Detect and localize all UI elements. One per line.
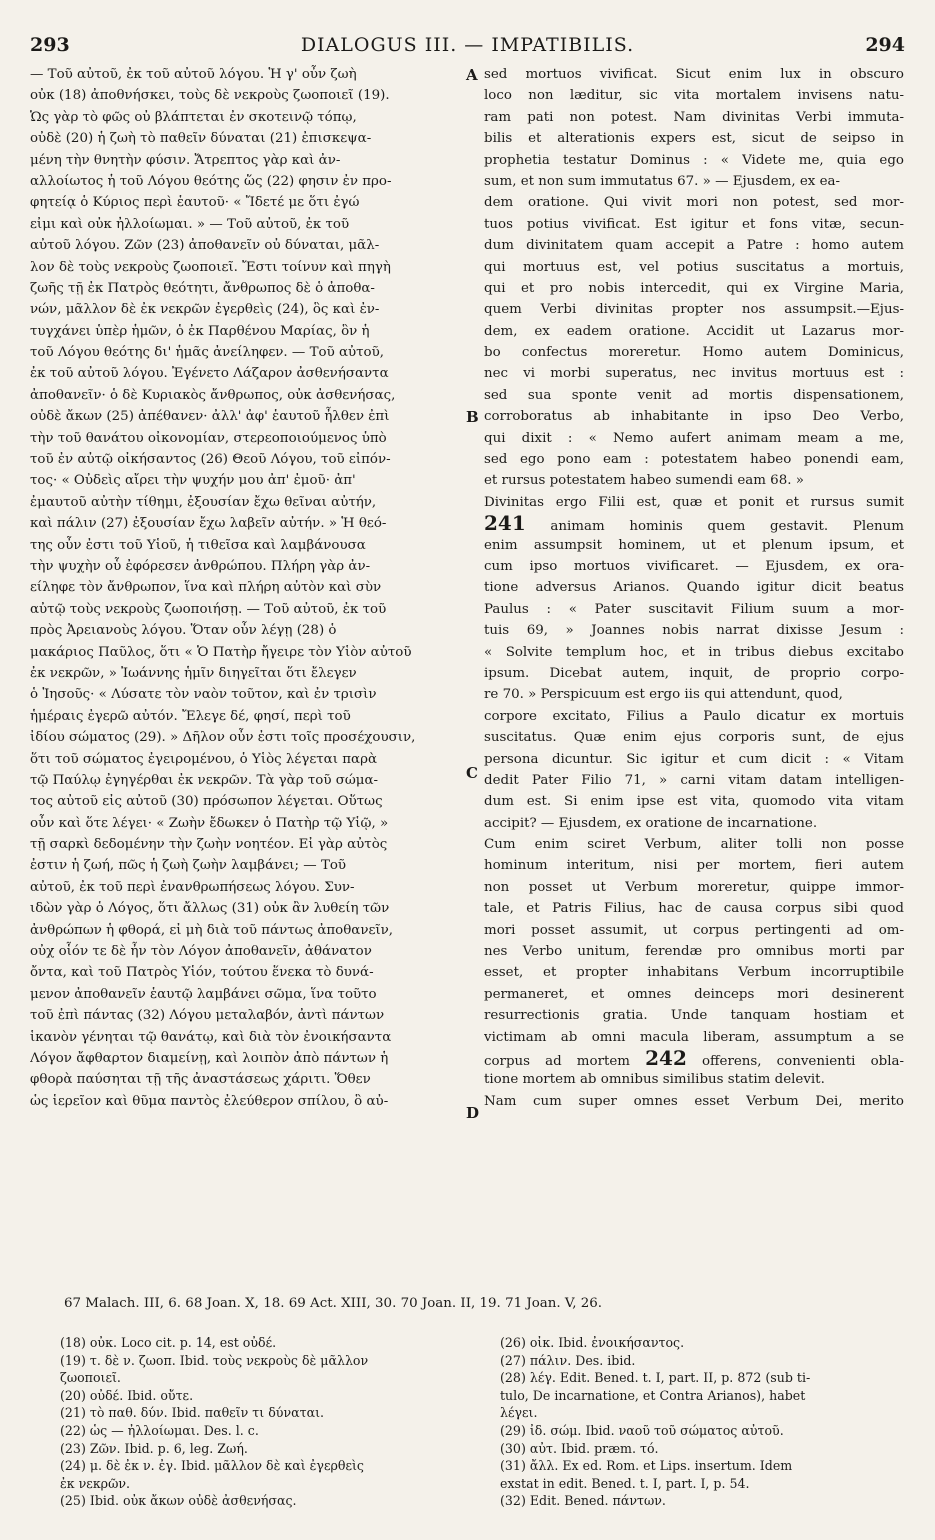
greek-text-line: ὄντα, καὶ τοῦ Πατρὸς Υἱόν, τούτου ἕνεκα τὸ δυνά- — [30, 965, 374, 981]
footnotes-right — [500, 1334, 910, 1510]
latin-text-line: nes Verbo unitum, ferendæ pro omnibus morti par — [484, 944, 904, 960]
greek-text-line: φητείᾳ ὁ Κύριος περὶ ἑαυτοῦ· « Ἴδετέ με ὅτι ἐγώ — [30, 195, 360, 211]
greek-text-line: οὐκ (18) ἀποθνήσκει, τοὺς δὲ νεκροὺς ζωοποιεῖ (19). — [30, 88, 390, 104]
latin-text-line: bo confectus moreretur. Homo autem Dominicus, — [484, 345, 904, 361]
latin-text-line: dem oratione. Qui vivit mori non potest, sed mor- — [484, 195, 904, 211]
latin-text-line: sed sua sponte venit ad mortis dispensationem, — [484, 387, 904, 403]
latin-text-line: ram pati non potest. Nam divinitas Verbi immuta- — [484, 109, 904, 125]
margin-letter-b: B — [466, 408, 479, 426]
latin-text-line: dum est. Si enim ipse est vita, quomodo vita vitam — [484, 794, 904, 810]
greek-text-line: φθορὰ παύσηται τῇ τῆς ἀναστάσεως χάριτι. Ὅθεν — [30, 1072, 371, 1088]
greek-text-line: αὐτοῦ λόγου. Ζῶν (23) ἀποθανεῖν οὐ δύναται, μᾶλ- — [30, 238, 380, 254]
latin-text-line: victimam ab omni macula liberam, assumptum a se — [484, 1029, 904, 1045]
latin-text-line: permaneret, et omnes deinceps mori desinerent — [484, 986, 904, 1002]
latin-text-line: non posset ut Verbum moreretur, quippe immor- — [484, 879, 904, 895]
greek-text-line: οὐχ οἷόν τε δὲ ἦν τὸν Λόγον ἀποθανεῖν, ἀθάνατον — [30, 944, 372, 960]
greek-text-line: μακάριος Παῦλος, ὅτι « Ὁ Πατὴρ ἤγειρε τὸν Υἱὸν αὐτοῦ — [30, 644, 412, 660]
greek-text-line: ὁ Ἰησοῦς· « Λύσατε τὸν ναὸν τοῦτον, καὶ ἐν τρισὶν — [30, 687, 377, 703]
greek-text-line: τῇ σαρκὶ δεδομένην τὴν ζωὴν νοητέον. Εἰ γὰρ αὐτὸς — [30, 837, 388, 853]
latin-text-span: animam hominis quem gestavit. Plenum — [550, 519, 904, 535]
greek-text-line: λον δὲ τοὺς νεκροὺς ζωοποιεῖ. Ἔστι τοίνυν καὶ πηγὴ — [30, 259, 391, 275]
running-title: DIALOGUS III. — IMPATIBILIS. — [300, 34, 635, 56]
greek-text-line: πρὸς Ἀρειανοὺς λόγου. Ὅταν οὖν λέγῃ (28) ὁ — [30, 623, 337, 639]
latin-text-line: accipit? — Ejusdem, ex oratione de incarnatione. — [484, 815, 818, 831]
latin-column — [484, 64, 904, 1112]
latin-text-line: qui et pro nobis intercedit, qui ex Virgine Maria, — [484, 280, 904, 296]
inline-page-number: 241 — [484, 513, 526, 535]
page-number-right: 294 — [865, 34, 905, 56]
footnote-line: exstat in edit. Bened. t. I, part. I, p. 54. — [500, 1475, 750, 1491]
footnote-line: (27) πάλιν. Des. ibid. — [500, 1352, 636, 1368]
footnote-line: (18) οὐκ. Loco cit. p. 14, est οὐδέ. — [60, 1335, 277, 1350]
greek-text-line: μενον ἀποθανεῖν ἑαυτῷ λαμβάνει σῶμα, ἵνα τοῦτο — [30, 986, 377, 1002]
greek-text-line: τοῦ ἐν αὐτῷ οἰκήσαντος (26) Θεοῦ Λόγου, τοῦ εἰπόν- — [30, 452, 391, 468]
footnote-line: (20) οὐδέ. Ibid. οὔτε. — [60, 1387, 194, 1403]
page-number-left: 293 — [30, 34, 70, 56]
latin-text-line: ipsum. Dicebat autem, inquit, de proprio corpo- — [484, 665, 904, 681]
latin-text-line: et rursus potestatem habeo sumendi eam 68. » — [484, 473, 804, 489]
greek-text-line: ἐμαυτοῦ αὐτὴν τίθημι, ἐξουσίαν ἔχω θεῖναι αὐτήν, — [30, 494, 377, 510]
footnote-line: (26) οἰκ. Ibid. ἐνοικήσαντος. — [500, 1335, 685, 1350]
footnote-line: λέγει. — [500, 1405, 538, 1421]
margin-letter-c: C — [466, 764, 478, 782]
latin-text-line: resurrectionis gratia. Unde tanquam hostiam et — [484, 1008, 904, 1024]
greek-text-line: τοῦ ἐπὶ πάντας (32) Λόγου μεταλαβόν, ἀντὶ πάντων — [30, 1008, 385, 1024]
footnote-line: (29) ἰδ. σώμ. Ibid. ναοῦ τοῦ σώματος αὐτοῦ. — [500, 1422, 784, 1438]
footnote-line: (24) μ. δὲ ἐκ ν. ἐγ. Ibid. μᾶλλον δὲ καὶ ἐγερθεὶς — [60, 1458, 364, 1474]
latin-text-line: cum ipso mortuos vivificaret. — Ejusdem, ex ora- — [484, 558, 904, 574]
latin-text-line: qui mortuus est, vel potius suscitatus a mortuis, — [484, 259, 904, 275]
latin-text-line: Divinitas ergo Filii est, quæ et ponit et rursus sumit — [484, 494, 904, 510]
greek-text-line: τυγχάνει ὑπὲρ ἡμῶν, ὁ ἐκ Παρθένου Μαρίας, ὃν ἡ — [30, 323, 370, 339]
greek-text-line: τὴν τοῦ θανάτου οἰκονομίαν, στερεοποιούμενος ὑπὸ — [30, 430, 387, 446]
latin-text-line: sum, et non sum immutatus 67. » — Ejusdem, ex ea- — [484, 173, 841, 189]
greek-text-line: ὡς ἱερεῖον καὶ θῦμα παντὸς ἐλεύθερον σπίλου, ὃ αὐ- — [30, 1093, 389, 1109]
latin-text-line: re 70. » Perspicuum est ergo iis qui attendunt, quod, — [484, 687, 843, 703]
greek-text-line: ἡμέραις ἐγερῶ αὐτόν. Ἔλεγε δέ, φησί, περὶ τοῦ — [30, 708, 351, 724]
latin-text-line: sed mortuos vivificat. Sicut enim lux in obscuro — [484, 67, 904, 82]
greek-text-line: ὅτι τοῦ σώματος ἐγειρομένου, ὁ Υἱὸς λέγεται παρὰ — [30, 751, 377, 767]
latin-text-line: qui dixit : « Nemo aufert animam meam a me, — [484, 430, 904, 446]
latin-text-line: corpore excitato, Filius a Paulo dicatur ex mortuis — [484, 708, 904, 724]
latin-text-line: « Solvite templum hoc, et in tribus diebus excitabo — [484, 644, 904, 660]
latin-text-line: sed ego pono eam : potestatem habeo ponendi eam, — [484, 452, 904, 468]
footnote-line: ζωοποιεῖ. — [60, 1370, 121, 1386]
page-header — [30, 34, 905, 56]
margin-letter-a: A — [466, 66, 478, 84]
footnote-line: (23) Ζῶν. Ibid. p. 6, leg. Ζωή. — [60, 1440, 248, 1456]
greek-text-line: τὴν ψυχὴν οὗ ἐφόρεσεν ἀνθρώπου. Πλήρη γὰρ ἀν- — [30, 558, 371, 574]
greek-text-line: τος αὐτοῦ εἰς αὐτοῦ (30) πρόσωπον λέγεται. Οὕτως — [30, 794, 383, 810]
footnote-line: (25) Ibid. οὐκ ἄκων οὐδὲ ἀσθενήσας. — [60, 1493, 297, 1509]
footnote-line: (30) αὐτ. Ibid. præm. τό. — [500, 1440, 659, 1456]
latin-text-span: corpus ad mortem — [484, 1053, 630, 1069]
greek-text-line: αλλοίωτος ἡ τοῦ Λόγου θεότης ὥς (22) φησιν ἐν προ- — [30, 173, 392, 189]
greek-text-line: ἀποθανεῖν· ὁ δὲ Κυριακὸς ἄνθρωπος, οὐκ ἀσθενήσας, — [30, 387, 396, 403]
greek-text-line: ἐκ τοῦ αὐτοῦ λόγου. Ἐγένετο Λάζαρον ἀσθενήσαντα — [30, 366, 389, 382]
latin-text-line: tuis 69, » Joannes nobis narrat dixisse Jesum : — [484, 623, 904, 639]
latin-text-line: dem, ex eadem oratione. Accidit ut Lazarus mor- — [484, 323, 904, 339]
greek-text-line: καὶ πάλιν (27) ἐξουσίαν ἔχω λαβεῖν αὐτήν. » Ἡ θεό- — [30, 516, 387, 532]
footnotes-left — [60, 1334, 480, 1510]
latin-text-line: suscitatus. Quæ enim ejus corporis sunt, de ejus — [484, 730, 904, 746]
greek-text-line: ιδὼν γὰρ ὁ Λόγος, ὅτι ἄλλως (31) οὐκ ἂν λυθείη τῶν — [30, 901, 390, 917]
greek-text-line: αὐτῷ τοὺς νεκροὺς ζωοποιήσῃ. — Τοῦ αὐτοῦ, ἐκ τοῦ — [30, 601, 387, 617]
greek-text-line: μένη τὴν θνητὴν φύσιν. Ἄτρεπτος γὰρ καὶ ἀν- — [30, 152, 341, 168]
greek-text-line: οὐδὲ (20) ἡ ζωὴ τὸ παθεῖν δύναται (21) ἐπισκεψα- — [30, 131, 372, 147]
footnote-line: (31) ἄλλ. Ex ed. Rom. et Lips. insertum. Idem — [500, 1458, 793, 1474]
latin-text-line: Paulus : « Pater suscitavit Filium suum a mor- — [484, 601, 904, 617]
latin-text-line: loco non læditur, sic vita mortalem invisens natu- — [484, 88, 904, 104]
margin-letter-d: D — [466, 1104, 480, 1122]
latin-text-line: nec vi morbi superatus, nec invitus mortuus est : — [484, 366, 904, 382]
footnote-line: tulo, De incarnatione, et Contra Arianos), habet — [500, 1387, 806, 1403]
greek-text-line: Λόγον ἄφθαρτον διαμείνῃ, καὶ λοιπὸν ἀπὸ πάντων ἡ — [30, 1050, 389, 1066]
greek-text-line: ἐστιν ἡ ζωή, πῶς ἡ ζωὴ ζωὴν λαμβάνει; — Τοῦ — [30, 858, 347, 874]
latin-text-line — [484, 513, 904, 534]
latin-text-line: hominum interitum, nisi per mortem, fieri autem — [484, 858, 904, 874]
footnote-line: (21) τὸ παθ. δύν. Ibid. παθεῖν τι δύναται. — [60, 1405, 325, 1421]
greek-text-line: τος· « Οὐδεὶς αἴρει τὴν ψυχήν μου ἀπ' ἐμοῦ· ἀπ' — [30, 473, 356, 489]
latin-text-line — [484, 1048, 904, 1069]
latin-text-line: bilis et alterationis expers est, sicut de seipso in — [484, 131, 904, 147]
latin-text-line: quem Verbi divinitas propter nos assumpsit.—Ejus- — [484, 302, 904, 318]
latin-text-line: enim assumpsit hominem, ut et plenum ipsum, et — [484, 537, 904, 553]
latin-text-line: tione mortem ab omnibus similibus statim delevit. — [484, 1072, 825, 1088]
greek-text-line: τῷ Παύλῳ ἐγηγέρθαι ἐκ νεκρῶν. Τὰ γὰρ τοῦ σώμα- — [30, 772, 379, 788]
greek-text-line: της οὖν ἐστι τοῦ Υἱοῦ, ἡ τιθεῖσα καὶ λαμβάνουσα — [30, 537, 366, 553]
greek-text-line: εἰμι καὶ οὐκ ἠλλοίωμαι. » — Τοῦ αὐτοῦ, ἐκ τοῦ — [30, 216, 350, 232]
footnote-line: (32) Edit. Bened. πάντων. — [500, 1493, 666, 1509]
greek-text-line: είληφε τὸν ἄνθρωπον, ἵνα καὶ πλήρη αὐτὸν καὶ σὺν — [30, 580, 382, 596]
greek-text-line: ἱκανὸν γένηται τῷ θανάτῳ, καὶ διὰ τὸν ἐνοικήσαντα — [30, 1029, 392, 1045]
greek-text-line: οὐδὲ ἄκων (25) ἀπέθανεν· ἀλλ' ἀφ' ἑαυτοῦ ἦλθεν ἐπὶ — [30, 409, 390, 425]
latin-text-line: Cum enim sciret Verbum, aliter tolli non posse — [484, 837, 904, 853]
greek-column — [30, 64, 468, 1112]
latin-text-span: offerens, convenienti obla- — [701, 1053, 904, 1069]
greek-text-line: τοῦ Λόγου θεότης δι' ἡμᾶς ἀνείληφεν. — Τοῦ αὐτοῦ, — [30, 345, 385, 361]
footnote-line: (22) ὡς — ἠλλοίωμαι. Des. l. c. — [60, 1422, 259, 1438]
footnote-line: (28) λέγ. Edit. Bened. t. I, part. II, p. 872 (sub ti- — [500, 1370, 811, 1386]
latin-text-line: dum divinitatem quam accepit a Patre : homo autem — [484, 238, 904, 254]
latin-text-line: prophetia testatur Dominus : « Videte me, quia ego — [484, 152, 904, 168]
latin-text-line: mori posset assumit, ut corpus pertingenti ad om- — [484, 922, 904, 938]
greek-text-line: ζωῆς τῇ ἐκ Πατρὸς θεότητι, ἄνθρωπος δὲ ὁ ἀποθα- — [30, 280, 375, 296]
footnote-line: ἐκ νεκρῶν. — [60, 1475, 131, 1491]
greek-text-line: — Τοῦ αὐτοῦ, ἐκ τοῦ αὐτοῦ λόγου. Ἡ γ' οὖν ζωὴ — [30, 67, 357, 82]
greek-text-line: ἐκ νεκρῶν, » Ἰωάννης ἡμῖν διηγεῖται ὅτι ἔλεγεν — [30, 665, 357, 681]
latin-text-line: Nam cum super omnes esset Verbum Dei, merito — [484, 1093, 904, 1109]
latin-text-line: tuos potius vivificat. Est igitur et fons vitæ, secun- — [484, 216, 904, 232]
scripture-references: 67 Malach. III, 6. 68 Joan. X, 18. 69 Act. XIII, 30. 70 Joan. II, 19. 71 Joan. V, 26. — [64, 1296, 603, 1311]
footnote-line: (19) τ. δὲ ν. ζωοπ. Ibid. τοὺς νεκροὺς δὲ μᾶλλον — [60, 1352, 369, 1368]
greek-text-line: αὐτοῦ, ἐκ τοῦ περὶ ἐνανθρωπήσεως λόγου. Συν- — [30, 879, 355, 895]
greek-text-line: νών, μᾶλλον δὲ ἐκ νεκρῶν ἐγερθεὶς (24), ὃς καὶ ἐν- — [30, 302, 380, 318]
latin-text-line: persona dicuntur. Sic igitur et cum dicit : « Vitam — [484, 751, 904, 767]
latin-text-line: corroboratus ab inhabitante in ipso Deo Verbo, — [484, 409, 904, 425]
greek-text-line: ἀνθρώπων ἡ φθορά, εἰ μὴ διὰ τοῦ πάντως ἀποθανεῖν, — [30, 922, 394, 938]
latin-text-line: esset, et propter inhabitans Verbum incorruptibile — [484, 965, 904, 981]
inline-page-number: 242 — [645, 1047, 687, 1070]
latin-text-line: tione adversus Arianos. Quando igitur dicit beatus — [484, 580, 904, 596]
greek-text-line: Ὡς γὰρ τὸ φῶς οὐ βλάπτεται ἐν σκοτεινῷ τόπῳ, — [30, 109, 357, 125]
latin-text-line: dedit Pater Filio 71, » carni vitam datam intelligen- — [484, 772, 904, 788]
greek-text-line: οὖν καὶ ὅτε λέγει· « Ζωὴν ἔδωκεν ὁ Πατὴρ τῷ Υἱῷ, » — [30, 815, 389, 831]
latin-text-line: tale, et Patris Filius, hac de causa corpus sibi quod — [484, 901, 904, 917]
greek-text-line: ἰδίου σώματος (29). » Δῆλον οὖν ἐστι τοῖς προσέχουσιν, — [30, 730, 416, 746]
